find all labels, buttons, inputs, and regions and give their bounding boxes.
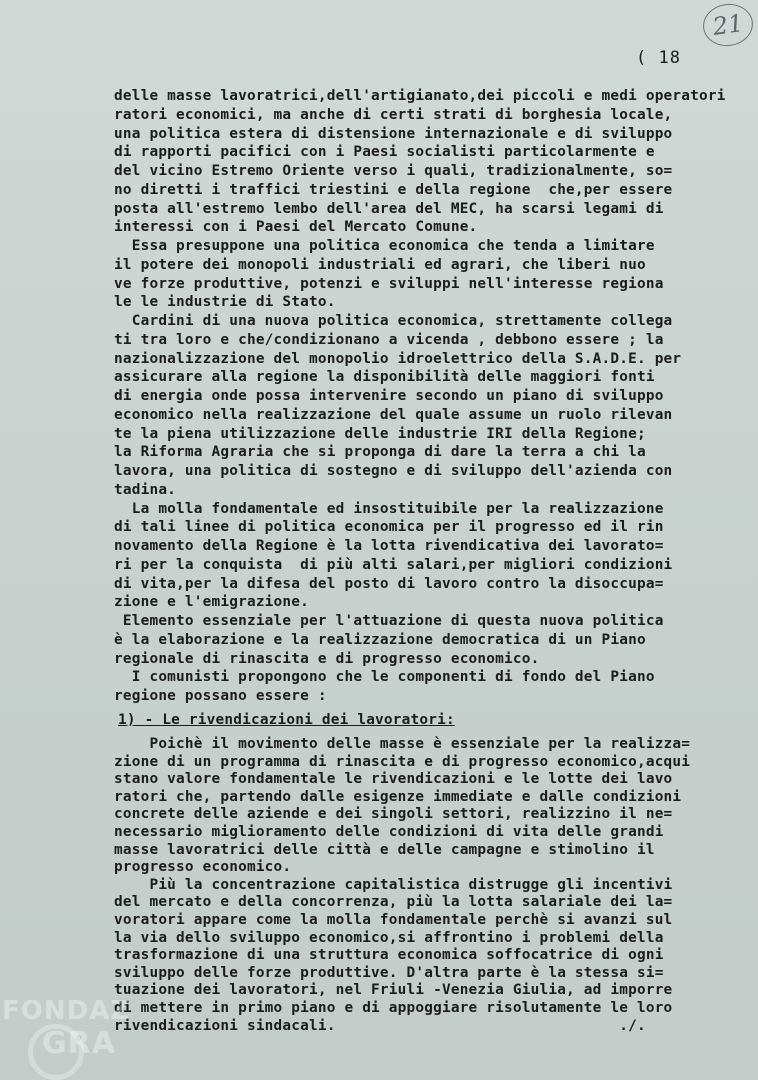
text-line: no diretti i traffici triestini e della regione che,per essere xyxy=(114,181,673,198)
text-line: delle masse lavoratrici,dell'artigianato,dei piccoli e medi operatori xyxy=(114,88,726,104)
text-line: Elemento essenziale per l'attuazione di questa nuova politica xyxy=(114,613,664,629)
section-heading: 1) - Le rivendicazioni dei lavoratori: xyxy=(118,712,455,728)
text-line: progresso economico. xyxy=(114,859,292,876)
watermark-text-2: GRA xyxy=(42,1026,116,1061)
text-line: di energia onde possa intervenire secondo un piano di sviluppo xyxy=(114,388,664,404)
text-line: economico nella realizzazione del quale assume un ruolo rilevan xyxy=(114,406,673,423)
text-line: ti tra loro e che/condizionano a vicenda , debbono essere ; la xyxy=(114,331,664,348)
text-line: I comunisti propongono che le componenti di fondo del Piano xyxy=(114,669,655,686)
text-line: Poichè il movimento delle masse è essenziale per la realizza= xyxy=(114,736,691,752)
text-line: Essa presuppone una politica economica che tenda a limitare xyxy=(114,238,655,254)
text-line: posta all'estremo lembo dell'area del MEC, ha scarsi legami di xyxy=(114,200,664,217)
text-line: sviluppo delle forze produttive. D'altra parte è la stessa si= xyxy=(114,964,664,981)
text-line: tadina. xyxy=(114,481,177,498)
watermark-text: FONDAZ xyxy=(2,996,131,1026)
text-line: di tali linee di politica economica per il progresso ed il rin xyxy=(114,519,664,536)
text-line: regione possano essere : xyxy=(114,688,327,704)
text-line: del vicino Estremo Oriente verso i quali, tradizionalmente, so= xyxy=(114,163,673,179)
text-line: ri per la conquista di più alti salari,per migliori condizioni xyxy=(114,556,673,573)
text-line: La molla fondamentale ed insostituibile per la realizzazione xyxy=(114,500,664,517)
text-line: tuazione dei lavoratori, nel Friuli -Venezia Giulia, ad imporre xyxy=(114,982,673,999)
archive-number-stamp: 21 xyxy=(700,1,755,50)
text-line: il potere dei monopoli industriali ed agrari, che liberi nuo xyxy=(114,256,646,273)
text-line: zione di un programma di rinascita e di progresso economico,acqui xyxy=(114,753,691,770)
text-line: rivendicazioni sindacali. ./. xyxy=(114,1017,646,1034)
text-line: le le industrie di Stato. xyxy=(114,294,336,311)
text-line: zione e l'emigrazione. xyxy=(114,594,310,611)
text-line: di vita,per la difesa del posto di lavoro contro la disoccupa= xyxy=(114,575,664,592)
text-line: del mercato e della concorrenza, più la lotta salariale dei la= xyxy=(114,894,673,911)
text-line: ratori che, partendo dalle esigenze immediate e dalle condizioni xyxy=(114,788,682,805)
text-line: nazionalizzazione del monopolio idroelettrico della S.A.D.E. per xyxy=(114,350,682,367)
text-line: interessi con i Paesi del Mercato Comune. xyxy=(114,219,478,236)
text-line: Cardini di una nuova politica economica, strettamente collega xyxy=(114,313,673,329)
text-line: assicurare alla regione la disponibilità delle maggiori fonti xyxy=(114,369,655,386)
text-line: una politica estera di distensione internazionale e di sviluppo xyxy=(114,125,673,142)
text-line: la via dello sviluppo economico,si affrontino i problemi della xyxy=(114,929,664,946)
text-line: te la piena utilizzazione delle industrie IRI della Regione; xyxy=(114,425,646,442)
text-line: masse lavoratrici delle città e delle campagne e stimolino il xyxy=(114,841,655,858)
text-line: la Riforma Agraria che si proponga di dare la terra a chi la xyxy=(114,444,646,461)
text-line: è la elaborazione e la realizzazione democratica di un Piano xyxy=(114,631,646,648)
text-line: necessario miglioramento delle condizioni di vita delle grandi xyxy=(114,824,664,840)
text-line: lavora, una politica di sostegno e di sviluppo dell'azienda con xyxy=(114,463,673,479)
text-line: ve forze produttive, potenzi e sviluppi nell'interesse regiona xyxy=(114,275,664,292)
text-line: novamento della Regione è la lotta rivendicativa dei lavorato= xyxy=(114,538,664,554)
text-line: Più la concentrazione capitalistica distrugge gli incentivi xyxy=(114,876,673,893)
text-line: stano valore fondamentale le rivendicazioni e le lotte dei lavo xyxy=(114,771,673,788)
text-line: concrete delle aziende e dei singoli settori, realizzino il ne= xyxy=(114,806,673,823)
text-line: di rapporti pacifici con i Paesi socialisti particolarmente e xyxy=(114,144,655,161)
text-line: regionale di rinascita e di progresso economico. xyxy=(114,650,540,667)
text-line: ratori economici, ma anche di certi strati di borghesia locale, xyxy=(114,106,673,123)
text-line: di mettere in primo piano e di appoggiare risolutamente le loro xyxy=(114,1000,673,1016)
foundation-watermark xyxy=(2,996,131,1061)
page-number: ( 18 xyxy=(636,48,681,68)
text-line: trasformazione di una struttura economica soffocatrice di ogni xyxy=(114,947,664,964)
text-line: voratori appare come la molla fondamentale perchè si avanzi sul xyxy=(114,912,673,928)
